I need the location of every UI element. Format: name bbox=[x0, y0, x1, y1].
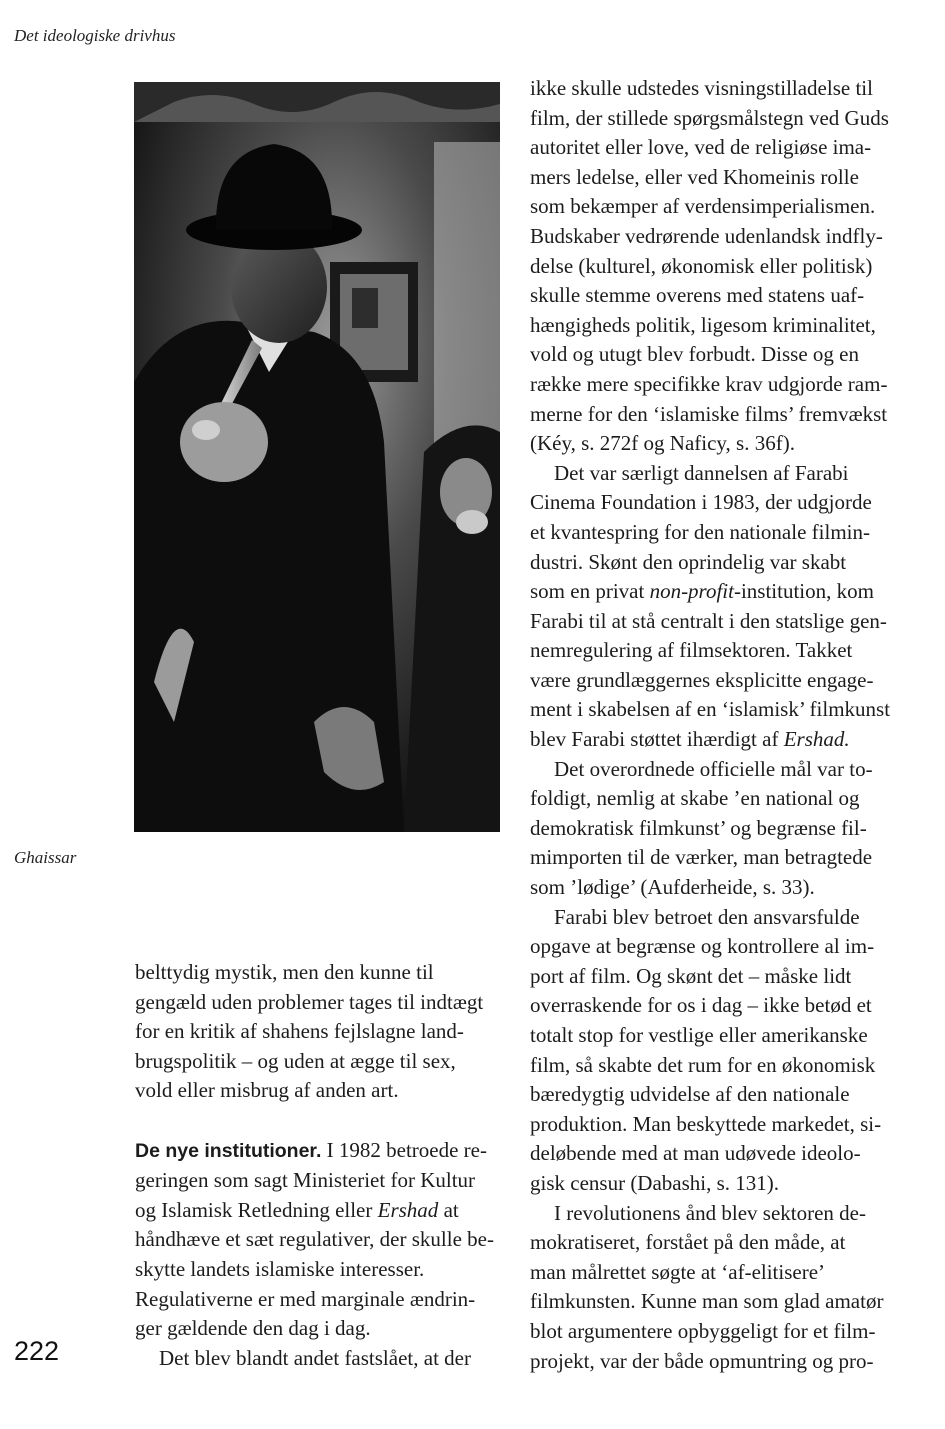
text-line: deløbende med at man udøvede ideolo- bbox=[530, 1141, 861, 1166]
text-line: Det overordnede officielle mål var to- bbox=[554, 756, 873, 781]
paragraph bbox=[530, 903, 905, 1199]
text-line: mimporten til de værker, man betragtede bbox=[530, 845, 873, 870]
text-line: vold eller misbrug af anden art. bbox=[135, 1078, 399, 1103]
paragraph bbox=[135, 1344, 507, 1374]
text-line: vold og utugt blev forbudt. Disse og en bbox=[530, 342, 859, 367]
text-line: håndhæve et sæt regulativer, der skulle be- bbox=[135, 1227, 494, 1252]
text-line: som ’lødige’ (Aufderheide, s. 33). bbox=[530, 875, 815, 900]
text-line: brugspolitik – og uden at ægge til sex, bbox=[135, 1048, 456, 1073]
text-line: Regulativerne er med marginale ændrin- bbox=[135, 1286, 476, 1311]
paragraph bbox=[530, 1199, 905, 1377]
text-line: bæredygtig udvidelse af den nationale bbox=[530, 1082, 850, 1107]
text-line: autoritet eller love, ved de religiøse ima- bbox=[530, 135, 872, 160]
italic-term: non-profit bbox=[649, 579, 734, 604]
text-line: hængigheds politik, ligesom kriminalitet, bbox=[530, 312, 876, 337]
text-line: ikke skulle udstedes visningstilladelse til bbox=[530, 76, 873, 100]
text-line: Cinema Foundation i 1983, der udgjorde bbox=[530, 490, 872, 515]
section-heading: De nye institutioner. bbox=[135, 1139, 322, 1162]
text-line: (Kéy, s. 272f og Naficy, s. 36f). bbox=[530, 431, 795, 456]
text-fragment: -institution, kom bbox=[733, 579, 874, 604]
text-line: som bekæmper af verdensimperialismen. bbox=[530, 194, 876, 219]
page-number: 222 bbox=[14, 1336, 60, 1366]
text-line: film, der stillede spørgsmålstegn ved Guds bbox=[530, 105, 889, 130]
running-head: Det ideologiske drivhus bbox=[14, 26, 176, 45]
text-line: nemregulering af filmsektoren. Takket bbox=[530, 638, 853, 663]
text-line: I revolutionens ånd blev sektoren de- bbox=[554, 1200, 866, 1225]
text-line: man målrettet søgte at ‘af-elitisere’ bbox=[530, 1259, 826, 1284]
text-line: gisk censur (Dabashi, s. 131). bbox=[530, 1170, 780, 1195]
text-line: totalt stop for vestlige eller amerikanske bbox=[530, 1023, 868, 1047]
text-line: geringen som sagt Ministeriet for Kultur bbox=[135, 1168, 476, 1193]
text-line: være grundlæggernes eksplicitte engage- bbox=[530, 667, 874, 692]
text-line: delse (kulturel, økonomisk eller politisk) bbox=[530, 253, 873, 278]
text-line: demokratisk filmkunst’ og begrænse fil- bbox=[530, 815, 867, 840]
text-line: produktion. Man beskyttede markedet, si- bbox=[530, 1111, 882, 1136]
text-line: Farabi blev betroet den ansvarsfulde bbox=[554, 904, 860, 929]
text-line: dustri. Skønt den oprindelig var skabt bbox=[530, 549, 847, 574]
left-column bbox=[135, 958, 507, 1373]
text-line: Farabi til at stå centralt i den statslige gen- bbox=[530, 608, 887, 633]
text-line: række mere specifikke krav udgjorde ram- bbox=[530, 371, 888, 396]
text-line bbox=[135, 1196, 507, 1226]
paragraph bbox=[135, 1136, 507, 1344]
text-line: projekt, var der både opmuntring og pro- bbox=[530, 1348, 874, 1373]
text-line: overraskende for os i dag – ikke betød et bbox=[530, 993, 872, 1018]
text-line: opgave at begrænse og kontrollere al im- bbox=[530, 934, 875, 959]
text-line: skulle stemme overens med statens uaf- bbox=[530, 283, 865, 308]
italic-term: Ershad. bbox=[783, 727, 850, 752]
text-fragment: at bbox=[438, 1197, 459, 1222]
text-line: et kvantespring for den nationale filmin- bbox=[530, 519, 870, 544]
text-line: mers ledelse, eller ved Khomeinis rolle bbox=[530, 164, 859, 189]
text-line: film, så skabte det rum for en økonomisk bbox=[530, 1052, 876, 1077]
text-fragment: I 1982 betroede re- bbox=[321, 1137, 487, 1162]
text-line: Det var særligt dannelsen af Farabi bbox=[554, 460, 849, 485]
text-line: ment i skabelsen af en ‘islamisk’ filmkunst bbox=[530, 697, 891, 722]
text-line: belttydig mystik, men den kunne til bbox=[135, 960, 434, 984]
photo-illustration bbox=[134, 82, 500, 832]
text-line: port af film. Og skønt det – måske lidt bbox=[530, 963, 852, 988]
text-line: for en kritik af shahens fejlslagne land- bbox=[135, 1019, 464, 1044]
photo-caption: Ghaissar bbox=[14, 848, 77, 867]
text-line: ger gældende den dag i dag. bbox=[135, 1316, 371, 1341]
text-line: blot argumentere opbyggeligt for et film- bbox=[530, 1318, 876, 1343]
text-line: gengæld uden problemer tages til indtægt bbox=[135, 989, 484, 1014]
paragraph bbox=[530, 755, 905, 903]
text-line: Det blev blandt andet fastslået, at der bbox=[159, 1345, 471, 1370]
italic-term: Ershad bbox=[377, 1197, 439, 1222]
paragraph bbox=[530, 74, 905, 459]
text-line bbox=[530, 577, 905, 607]
text-fragment: som en privat bbox=[530, 579, 650, 604]
text-line bbox=[530, 725, 905, 755]
text-line: mokratiseret, forstået på den måde, at bbox=[530, 1230, 846, 1255]
text-line bbox=[135, 1136, 507, 1167]
paragraph bbox=[530, 459, 905, 755]
text-line: Budskaber vedrørende udenlandsk indfly- bbox=[530, 223, 883, 248]
paragraph bbox=[135, 958, 507, 1106]
text-line: merne for den ‘islamiske films’ fremvækst bbox=[530, 401, 888, 426]
text-line: skytte landets islamiske interesser. bbox=[135, 1256, 425, 1281]
text-fragment: og Islamisk Retledning eller bbox=[135, 1197, 378, 1222]
right-column bbox=[530, 74, 905, 1376]
film-still-photo bbox=[134, 82, 500, 832]
text-line: filmkunsten. Kunne man som glad amatør bbox=[530, 1289, 884, 1314]
text-line: foldigt, nemlig at skabe ’en national og bbox=[530, 786, 860, 811]
text-fragment: blev Farabi støttet ihærdigt af bbox=[530, 727, 784, 752]
